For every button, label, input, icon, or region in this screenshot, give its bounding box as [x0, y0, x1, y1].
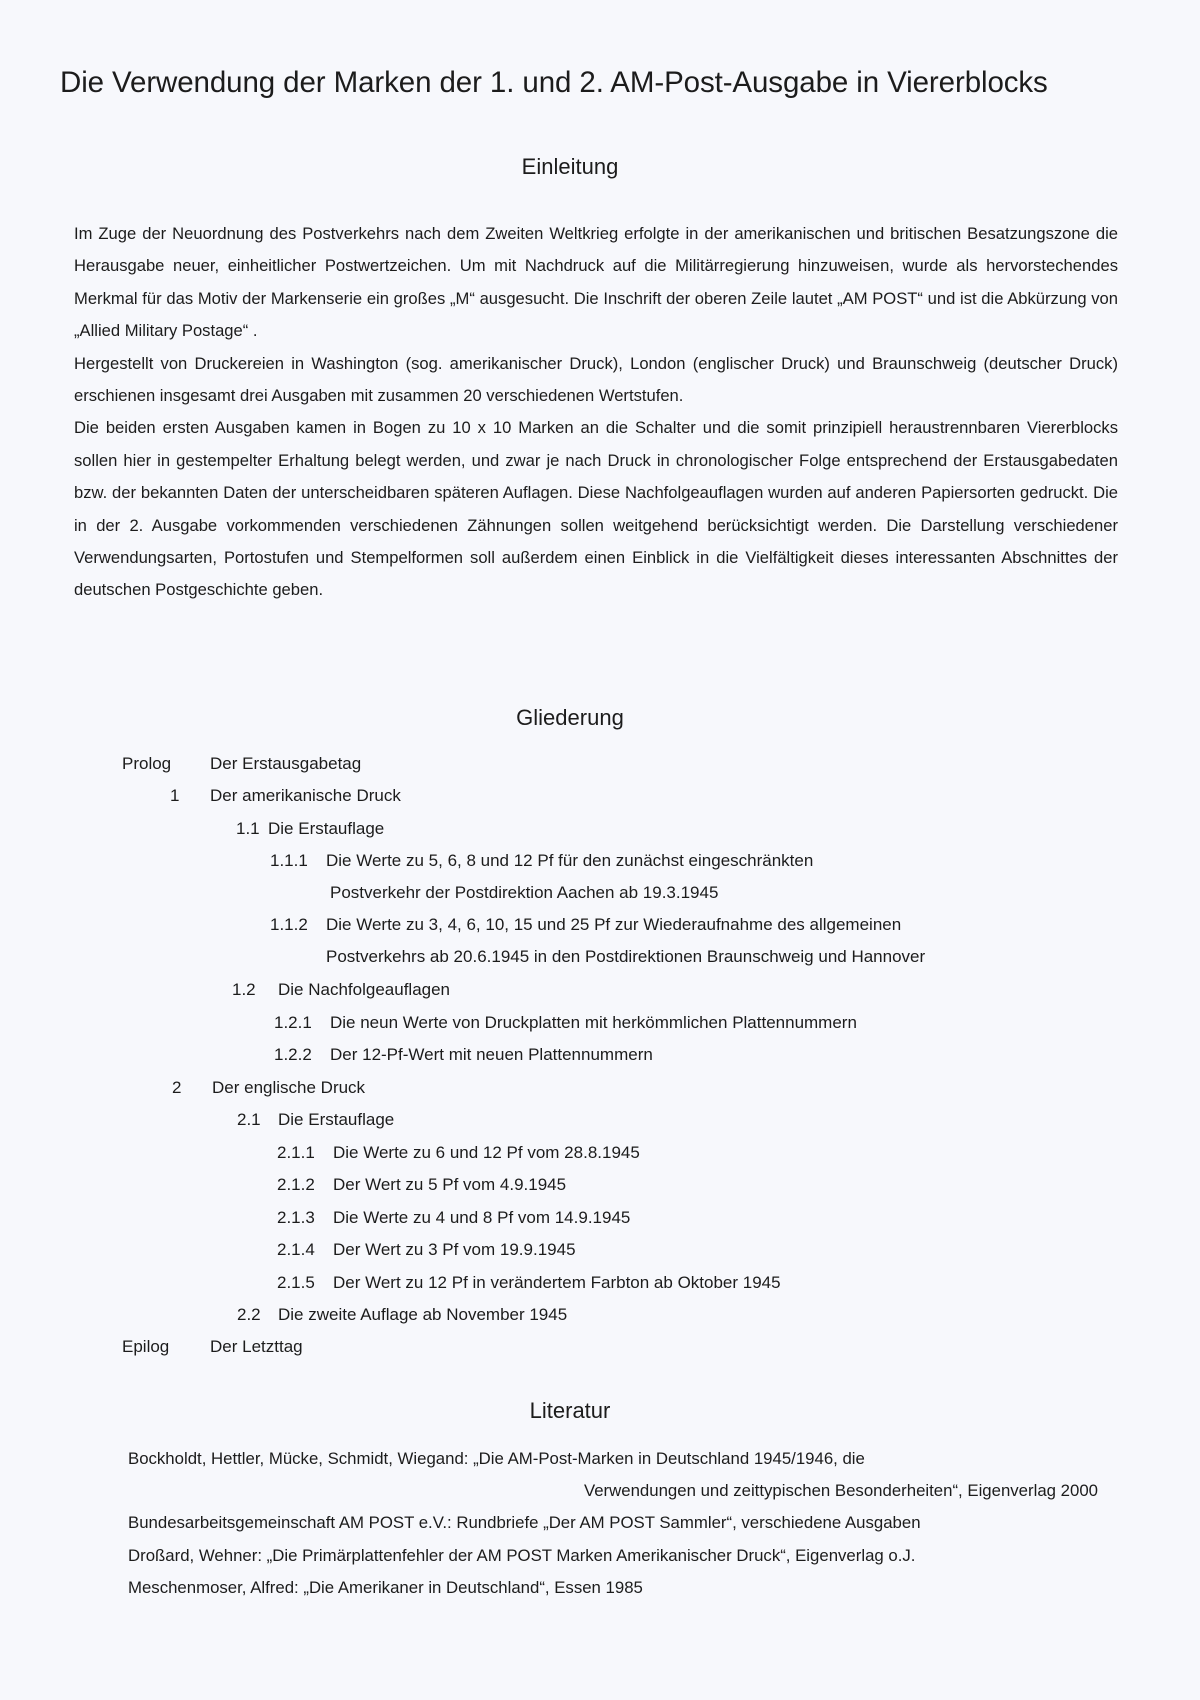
- outline-number: 2.1.2: [277, 1175, 315, 1194]
- outline-text: Der Wert zu 12 Pf in verändertem Farbton ab Oktober 1945: [333, 1273, 781, 1292]
- outline-number: 1.2: [232, 980, 256, 999]
- outline-text: Die Werte zu 5, 6, 8 und 12 Pf für den zunächst eingeschränkten: [326, 851, 814, 870]
- intro-paragraph: Im Zuge der Neuordnung des Postverkehrs nach dem Zweiten Weltkrieg erfolgte in der amerikanischen und britischen Besatzungszone die Herausgabe neuer, einheitlicher Postwertzeichen. Um mit Nachdruck auf die Militärregierung hinzuweisen, wurde als hervorstechendes Merkmal für das Motiv der Markenserie ein großes „M“ ausgesucht. Die Inschrift der oberen Zeile lautet „AM POST“ und ist die Abkürzung von „Allied Military Postage“ .: [74, 224, 1118, 341]
- outline-number: 1: [170, 786, 180, 805]
- outline-text: Die Erstauflage: [278, 1110, 395, 1129]
- literature-entry: Droßard, Wehner: „Die Primärplattenfehler der AM POST Marken Amerikanischer Druck“, Eigenverlag o.J.: [128, 1546, 916, 1565]
- outline-text: Die Werte zu 4 und 8 Pf vom 14.9.1945: [333, 1208, 631, 1227]
- outline-number: 2.1.3: [277, 1208, 315, 1227]
- literature-entry-continuation: Verwendungen und zeittypischen Besonderheiten“, Eigenverlag 2000: [583, 1481, 1098, 1500]
- intro-heading: Einleitung: [521, 154, 619, 179]
- outline-number: 1.1: [236, 819, 260, 838]
- outline-number: 1.1.2: [270, 915, 308, 934]
- outline-number: 2.1.1: [277, 1143, 315, 1162]
- outline-text: Der Wert zu 3 Pf vom 19.9.1945: [333, 1240, 576, 1259]
- literature-heading: Literatur: [529, 1398, 611, 1423]
- outline-number: 2.1: [237, 1110, 261, 1129]
- outline-number: 1.1.1: [270, 851, 308, 870]
- outline-text: Postverkehrs ab 20.6.1945 in den Postdirektionen Braunschweig und Hannover: [326, 947, 926, 966]
- literature-entry: Bundesarbeitsgemeinschaft AM POST e.V.: Rundbriefe „Der AM POST Sammler“, verschiedene Ausgaben: [128, 1513, 921, 1532]
- outline-text: Der Letzttag: [210, 1337, 303, 1356]
- outline-text: Die neun Werte von Druckplatten mit herkömmlichen Plattennummern: [330, 1013, 857, 1032]
- intro-paragraph: Die beiden ersten Ausgaben kamen in Bogen zu 10 x 10 Marken an die Schalter und die somit prinzipiell heraustrennbaren Viererblocks sollen hier in gestempelter Erhaltung belegt werden, und zwar je nach Druck in chronologischer Folge entsprechend der Erstausgabedaten bzw. der bekannten Daten der unterscheidbaren späteren Auflagen. Diese Nachfolgeauflagen wurden auf anderen Papiersorten gedruckt. Die in der 2. Ausgabe vorkommenden verschiedenen Zähnungen sollen weitgehend berücksichtigt werden. Die Darstellung verschiedener Verwendungsarten, Portostufen und Stempelformen soll außerdem einen Einblick in die Vielfältigkeit dieses interessanten Abschnittes der deutschen Postgeschichte geben.: [74, 418, 1118, 600]
- outline-text: Die Werte zu 6 und 12 Pf vom 28.8.1945: [333, 1143, 640, 1162]
- outline-number: 2: [172, 1078, 182, 1097]
- outline-number: 2.2: [237, 1305, 261, 1324]
- outline-number: Prolog: [122, 754, 172, 773]
- outline-number: Epilog: [122, 1337, 170, 1356]
- outline-text: Der Erstausgabetag: [210, 754, 362, 773]
- outline-number: 2.1.4: [277, 1240, 315, 1259]
- outline-number: 1.2.1: [274, 1013, 312, 1032]
- document-title: Die Verwendung der Marken der 1. und 2. AM-Post-Ausgabe in Viererblocks: [60, 66, 1048, 99]
- outline-text: Die Werte zu 3, 4, 6, 10, 15 und 25 Pf zur Wiederaufnahme des allgemeinen: [326, 915, 902, 934]
- intro-text: [74, 218, 1118, 607]
- outline-text: Die Erstauflage: [268, 819, 385, 838]
- outline-text: Postverkehr der Postdirektion Aachen ab 19.3.1945: [330, 883, 719, 902]
- outline-text: Der Wert zu 5 Pf vom 4.9.1945: [333, 1175, 567, 1194]
- outline-number: 2.1.5: [277, 1273, 315, 1292]
- intro-paragraph: Hergestellt von Druckereien in Washington (sog. amerikanischer Druck), London (englischer Druck) und Braunschweig (deutscher Druck) erschienen insgesamt drei Ausgaben mit zusammen 20 verschiedenen Wertstufen.: [74, 353, 1118, 406]
- outline-text: Der amerikanische Druck: [210, 786, 401, 805]
- outline-text: Die Nachfolgeauflagen: [278, 980, 451, 999]
- literature-entry: Bockholdt, Hettler, Mücke, Schmidt, Wiegand: „Die AM-Post-Marken in Deutschland 1945/1946, die: [128, 1449, 865, 1468]
- outline-text: Die zweite Auflage ab November 1945: [278, 1305, 568, 1324]
- outline-text: Der 12-Pf-Wert mit neuen Plattennummern: [330, 1045, 653, 1064]
- outline-text: Der englische Druck: [212, 1078, 366, 1097]
- literature-entry: Meschenmoser, Alfred: „Die Amerikaner in Deutschland“, Essen 1985: [128, 1578, 643, 1597]
- outline-heading: Gliederung: [516, 705, 624, 730]
- outline-number: 1.2.2: [274, 1045, 312, 1064]
